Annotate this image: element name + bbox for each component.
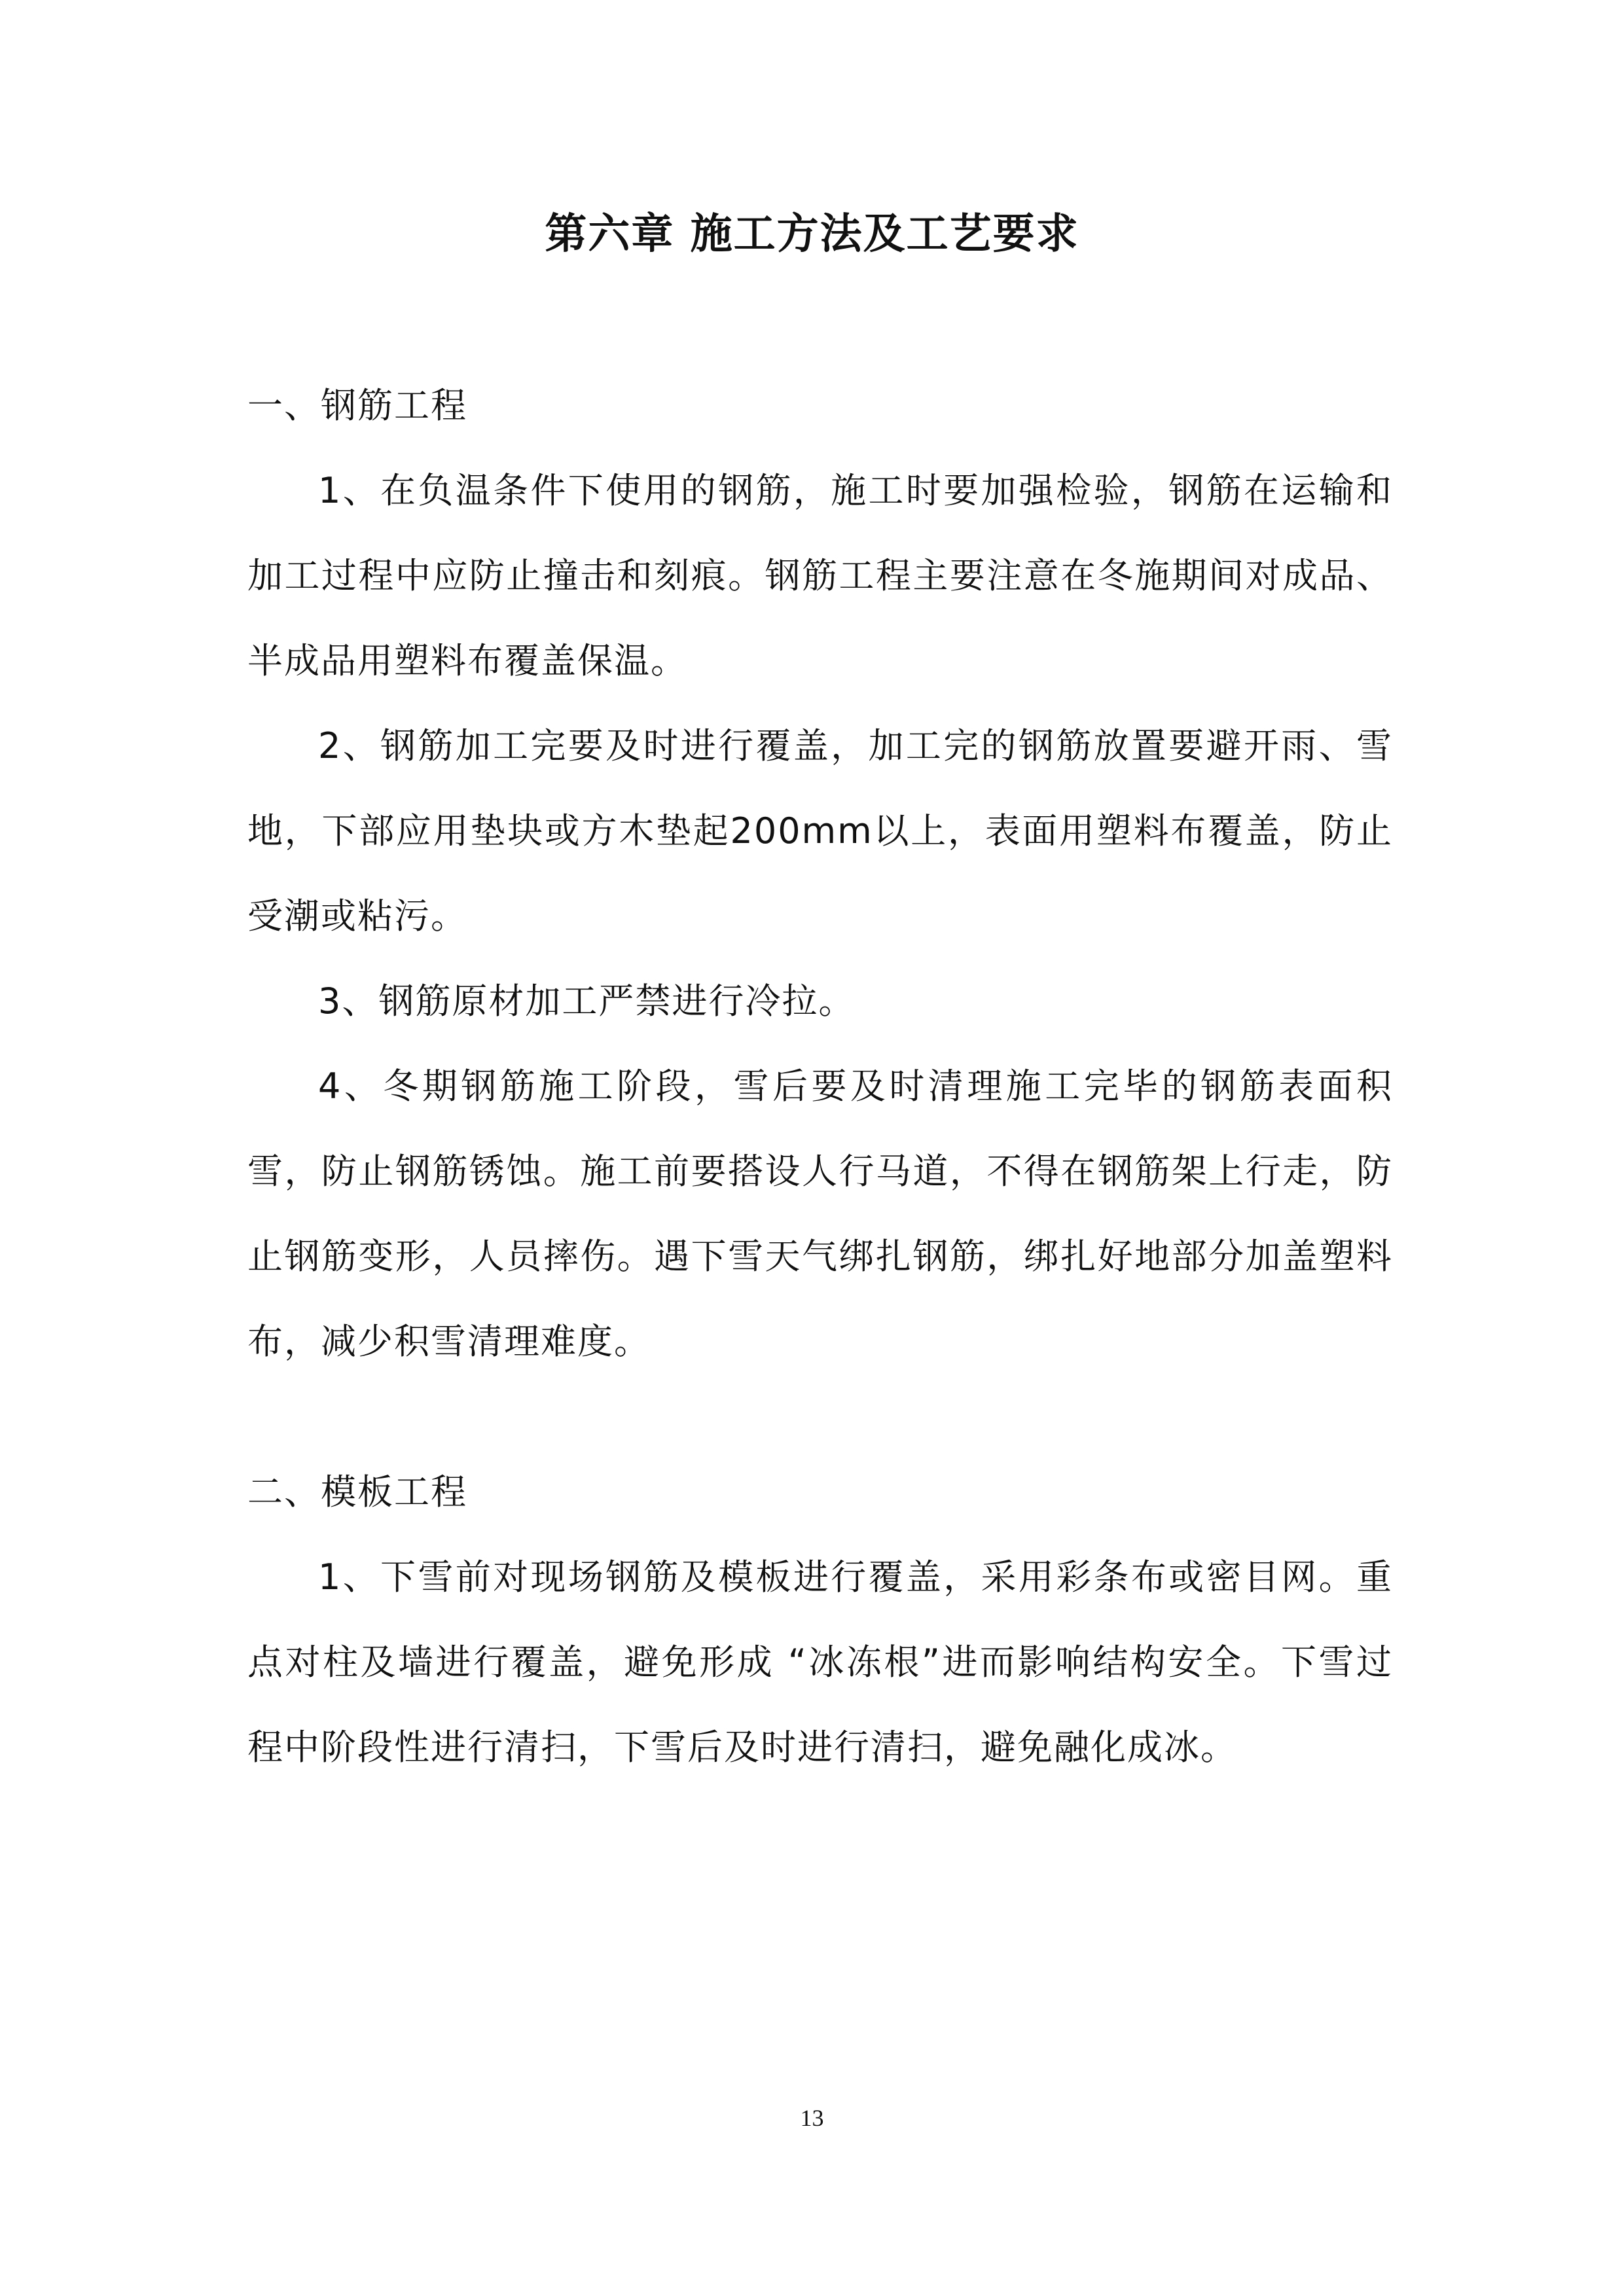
section-rebar bbox=[247, 363, 1393, 1384]
paragraph-formwork-1: 1、下雪前对现场钢筋及模板进行覆盖，采用彩条布或密目网。重点对柱及墙进行覆盖，避免形成 “冰冻根”进而影响结构安全。下雪过程中阶段性进行清扫，下雪后及时进行清扫，避免融化成冰。 bbox=[247, 1556, 1393, 1768]
section-heading-formwork: 二、模板工程 bbox=[247, 1471, 467, 1513]
section-formwork bbox=[247, 1450, 1393, 1790]
paragraph-rebar-1: 1、在负温条件下使用的钢筋，施工时要加强检验，钢筋在运输和加工过程中应防止撞击和刻痕。钢筋工程主要注意在冬施期间对成品、半成品用塑料布覆盖保温。 bbox=[247, 470, 1393, 681]
page-number: 13 bbox=[800, 2105, 824, 2131]
chapter-title: 第六章 施工方法及工艺要求 bbox=[545, 210, 1079, 259]
paragraph-rebar-4: 4、冬期钢筋施工阶段，雪后要及时清理施工完毕的钢筋表面积雪，防止钢筋锈蚀。施工前要搭设人行马道，不得在钢筋架上行走，防止钢筋变形，人员摔伤。遇下雪天气绑扎钢筋，绑扎好地部分加盖塑料布，减少积雪清理难度。 bbox=[247, 1066, 1393, 1362]
paragraph-rebar-2: 2、钢筋加工完要及时进行覆盖，加工完的钢筋放置要避开雨、雪地，下部应用垫块或方木垫起200mm以上，表面用塑料布覆盖，防止受潮或粘污。 bbox=[247, 725, 1393, 937]
paragraph-rebar-3: 3、钢筋原材加工严禁进行冷拉。 bbox=[318, 980, 856, 1022]
section-heading-rebar: 一、钢筋工程 bbox=[247, 385, 467, 426]
